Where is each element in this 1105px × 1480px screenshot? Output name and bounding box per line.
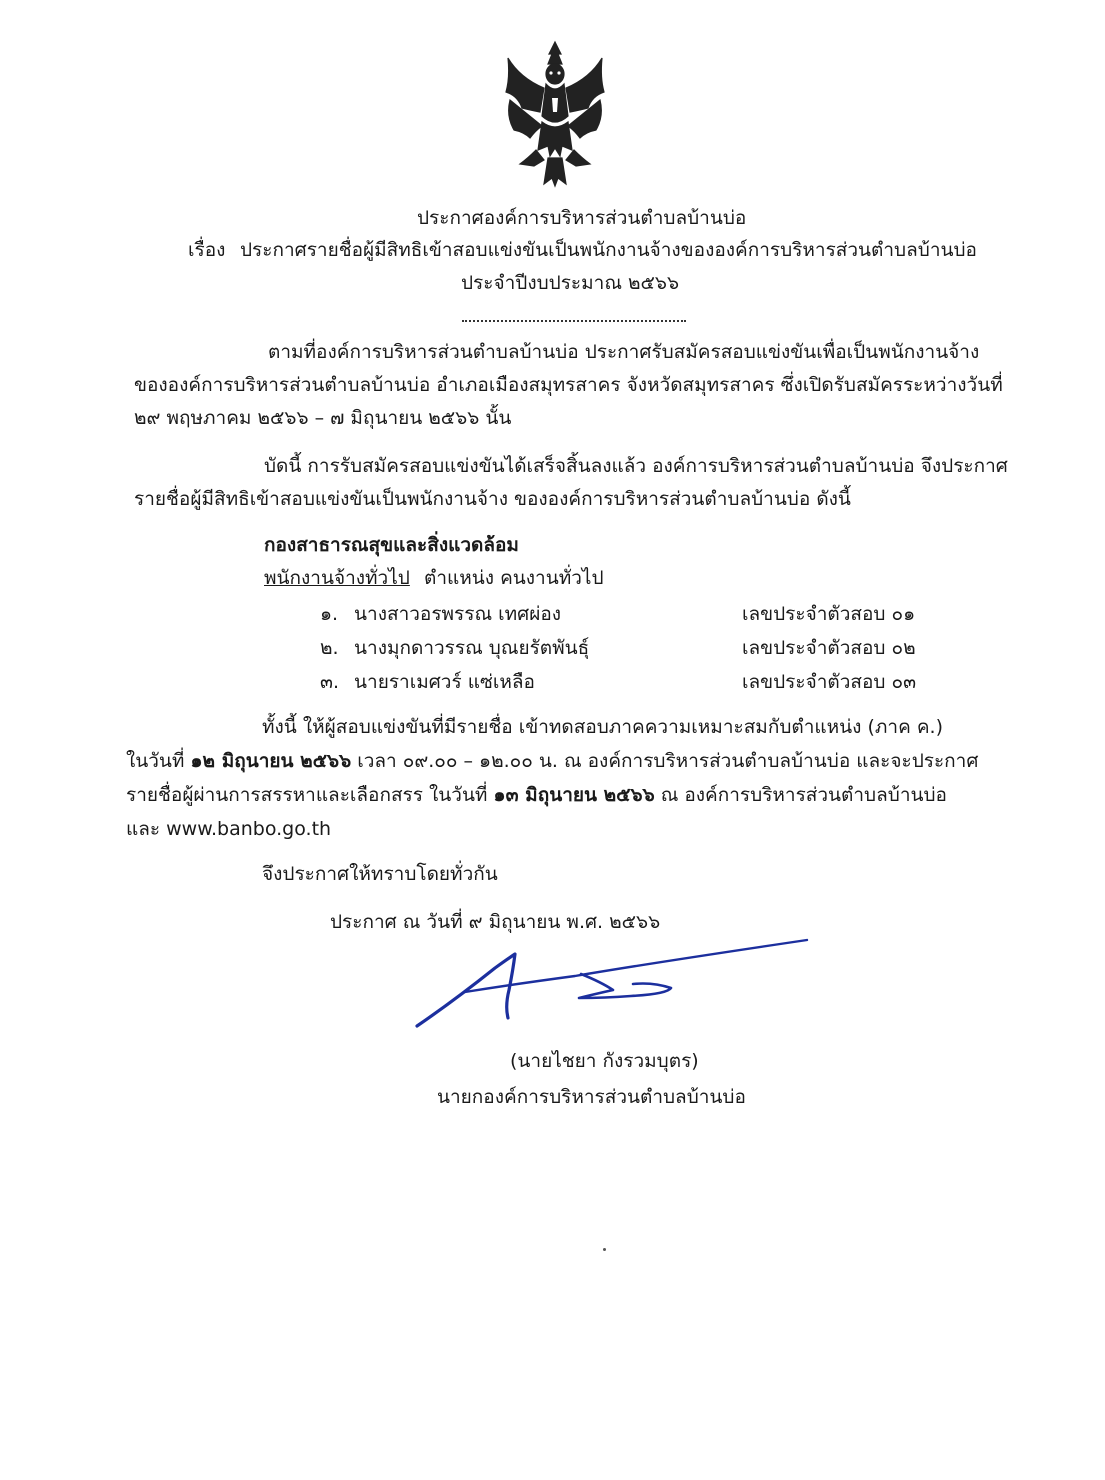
exam-date-prefix: ในวันที่ [126,750,185,772]
candidate-exam-id [742,631,916,665]
candidate-name: นางมุกดาวรรณ บุณยรัตพันธุ์ [354,637,590,659]
subject-line-1: ประกาศรายชื่อผู้มีสิทธิเข้าสอบแข่งขันเป็นพนักงานจ้างขององค์การบริหารส่วนตำบลบ้านบ่อ [240,239,977,261]
dotted-divider [462,320,686,322]
exam-id-number: ๐๒ [891,637,916,659]
exam-id-label: เลขประจำตัวสอบ [742,637,886,659]
scan-speck [603,1248,606,1251]
closing-statement: จึงประกาศให้ทราบโดยทั่วกัน [262,863,498,885]
paragraph-1-line-2: ขององค์การบริหารส่วนตำบลบ้านบ่อ อำเภอเมืองสมุทรสาคร จังหวัดสมุทรสาคร ซึ่งเปิดรับสมัครระหว่างวันที่ [134,374,1003,396]
exam-id-label: เลขประจำตัวสอบ [742,671,886,693]
candidate-number: ๑. [320,603,339,625]
paragraph-3-line-4: และ www.banbo.go.th [126,818,332,840]
result-venue: ณ องค์การบริหารส่วนตำบลบ้านบ่อ [660,784,947,806]
exam-id-number: ๐๑ [891,603,916,625]
candidate-name: นางสาวอรพรรณ เทศผ่อง [354,603,562,625]
signatory-title: นายกองค์การบริหารส่วนตำบลบ้านบ่อ [437,1086,746,1108]
signatory-name: (นายไชยา กังรวมบุตร) [510,1050,699,1072]
candidate-row [320,631,589,665]
signature-image [405,930,825,1040]
paragraph-3-line-3 [126,778,947,812]
paragraph-1-line-1: ตามที่องค์การบริหารส่วนตำบลบ้านบ่อ ประกาศรับสมัครสอบแข่งขันเพื่อเป็นพนักงานจ้าง [268,341,980,363]
exam-id-number: ๐๓ [891,671,917,693]
paragraph-3-line-1: ทั้งนี้ ให้ผู้สอบแข่งขันที่มีรายชื่อ เข้าทดสอบภาคความเหมาะสมกับตำแหน่ง (ภาค ค.) [262,716,943,738]
subject-label: เรื่อง [188,239,226,261]
division-heading: กองสาธารณสุขและสิ่งแวดล้อม [264,534,519,556]
candidate-row [320,665,535,699]
position-text: ตำแหน่ง คนงานทั่วไป [424,567,604,589]
exam-date: ๑๒ มิถุนายน ๒๕๖๖ [190,750,352,772]
garuda-emblem-icon [500,38,610,188]
exam-time-venue: เวลา ๐๙.๐๐ – ๑๒.๐๐ น. ณ องค์การบริหารส่วนตำบลบ้านบ่อ และจะประกาศ [357,750,979,772]
candidate-exam-id [742,597,915,631]
candidate-number: ๓. [320,671,340,693]
result-date: ๑๓ มิถุนายน ๒๕๖๖ [493,784,655,806]
candidate-name: นายราเมศวร์ แซ่เหลือ [354,671,535,693]
paragraph-2-line-1: บัดนี้ การรับสมัครสอบแข่งขันได้เสร็จสิ้นลงแล้ว องค์การบริหารส่วนตำบลบ้านบ่อ จึงประกาศ [264,455,1008,477]
exam-id-label: เลขประจำตัวสอบ [742,603,886,625]
paragraph-2-line-2: รายชื่อผู้มีสิทธิเข้าสอบแข่งขันเป็นพนักงานจ้าง ขององค์การบริหารส่วนตำบลบ้านบ่อ ดังนี้ [134,488,851,510]
subject-line-2: ประจำปีงบประมาณ ๒๕๖๖ [461,272,680,294]
candidate-exam-id [742,665,916,699]
paragraph-3-line-2 [126,744,978,778]
paragraph-1-line-3: ๒๙ พฤษภาคม ๒๕๖๖ – ๗ มิถุนายน ๒๕๖๖ นั้น [134,407,512,429]
result-date-prefix: รายชื่อผู้ผ่านการสรรหาและเลือกสรร ในวันที่ [126,784,488,806]
employee-type: พนักงานจ้างทั่วไป [264,567,410,589]
candidate-number: ๒. [320,637,339,659]
issuer-heading: ประกาศองค์การบริหารส่วนตำบลบ้านบ่อ [417,207,747,229]
candidate-row [320,597,561,631]
announcement-date: ประกาศ ณ วันที่ ๙ มิถุนายน พ.ศ. ๒๕๖๖ [330,911,661,933]
